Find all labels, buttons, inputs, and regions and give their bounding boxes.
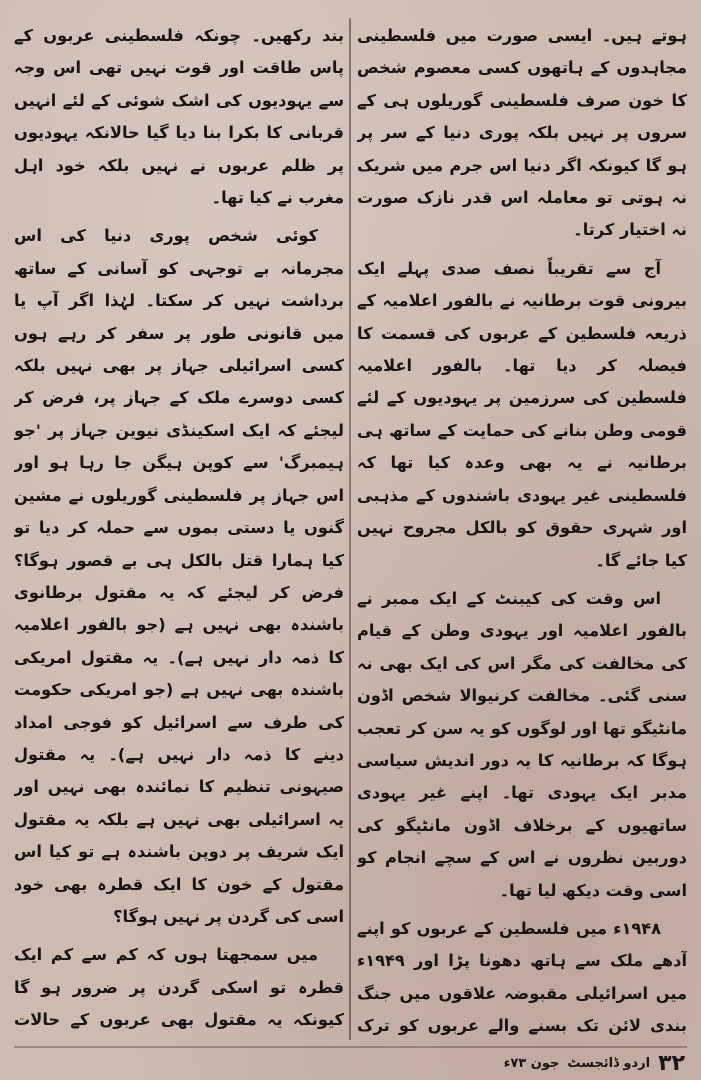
- paragraph: بند رکھیں۔ چونکہ فلسطینی عربوں کے پاس طاقت اور قوت نہیں تھی اس وجہ سے یہودیوں کی اشک شوئی کے لئے انہیں قربانی کا بکرا بنا دیا گیا حالانکہ یہودیوں پر ظلم عربوں نے نہیں بلکہ خود اہل مغرب نے کیا تھا۔: [14, 26, 344, 208]
- paragraph: ہوتے ہیں۔ ایسی صورت میں فلسطینی مجاہدوں کے ہاتھوں کسی معصوم شخص کا خون صرف فلسطینی گوریلوں ہی کے سروں پر نہیں بلکہ پوری دنیا کے سر پر ہو گا کیونکہ اگر دنیا اس جرم میں شریک نہ ہوتی تو معاملہ اس قدر نازک صورت نہ اختیار کرتا۔: [357, 26, 687, 240]
- magazine-name: اردو ڈائجسٹ: [567, 1055, 651, 1071]
- paragraph: کوئی شخص پوری دنیا کی اس مجرمانہ بے توجہی کو آسانی کے ساتھ برداشت نہیں کر سکتا۔ لہٰذا اگر آپ یا میں قانونی طور پر سفر کر رہے ہوں کسی اسرائیلی جہاز پر بھی نہیں بلکہ کسی دوسرے ملک کے جہاز پر، فرض کر لیجئے کہ ایک اسکینڈی نیوین جہاز پر 'جو ہیمبرگ' سے کوپن ہیگن جا رہا ہو اور اس جہاز پر فلسطینی گوریلوں نے مشین گنوں یا دستی بموں سے حملہ کر دیا تو کیا ہمارا قتل بالکل ہی بے قصور ہوگا؟ فرض کر لیجئے کہ یہ مقتول برطانوی باشندہ بھی نہیں ہے (جو بالفور اعلامیہ کا ذمہ دار نہیں ہے)۔ یہ مقتول امریکی باشندہ بھی نہیں ہے (جو امریکی حکومت کی طرف سے اسرائیل کو فوجی امداد دینے کا ذمہ دار نہیں ہے)۔ یہ مقتول صیہونی تنظیم کا نمائندہ بھی نہیں اور یہ اسرائیلی بھی نہیں ہے بلکہ یہ مقتول ایک شریف پر دوپن باشندہ ہے تو کیا اس مقتول کے خون کا ایک قطرہ بھی خود اسی کی گردن پر نہیں ہوگا؟: [14, 226, 344, 926]
- column-divider: [349, 18, 351, 1040]
- issue-date: جون ۷۳ء: [503, 1055, 560, 1071]
- paragraph: ۱۹۴۸ء میں فلسطین کے عربوں کو اپنے آدھے ملک سے ہاتھ دھونا پڑا اور ۱۹۴۹ء میں اسرائیلی مقبوضہ علاقوں میں جنگ بندی لائن تک بسنے والے عربوں کو ترک: [357, 918, 687, 1035]
- left-text-column: [14, 20, 344, 1035]
- page-footer: [504, 1050, 685, 1076]
- paragraph: اس وقت کی کیبنٹ کے ایک ممبر نے بالفور اعلامیہ اور یہودی وطن کے قیام کی مخالفت کی مگر اس کی ایک بھی نہ سنی گئی۔ مخالفت کرنیوالا شخص اڈون مانٹیگو تھا اور لوگوں کو یہ سن کر تعجب ہوگا کہ برطانیہ کا یہ دور اندیش سیاسی مدبر ایک یہودی تھا۔ اپنے غیر یہودی ساتھیوں کے برخلاف اڈون مانٹیگو کی دوربین نظروں نے اس کے سچے انجام کو اسی وقت دیکھ لیا تھا۔: [357, 588, 687, 900]
- paragraph: آج سے تقریباً نصف صدی پہلے ایک بیرونی قوت برطانیہ نے بالفور اعلامیہ کے ذریعہ فلسطین کے عربوں کی قسمت کا فیصلہ کر دیا تھا۔ بالفور اعلامیہ فلسطین کی سرزمین پر یہودیوں کے لئے قومی وطن بنانے کی حمایت کے ساتھ ہی برطانیہ نے یہ بھی وعدہ کیا تھا کہ فلسطینی غیر یہودی باشندوں کے مذہبی اور شہری حقوق کو بالکل مجروح نہیں کیا جائے گا۔: [357, 258, 687, 570]
- right-text-column: [357, 20, 687, 1035]
- page-number: ۳۲: [658, 1050, 685, 1076]
- paragraph: میں سمجھتا ہوں کہ کم سے کم ایک قطرہ تو اسکی گردن پر ضرور ہو گا کیونکہ یہ مقتول بھی عربوں کے حالات: [14, 945, 344, 1030]
- footer-rule: [14, 1046, 687, 1048]
